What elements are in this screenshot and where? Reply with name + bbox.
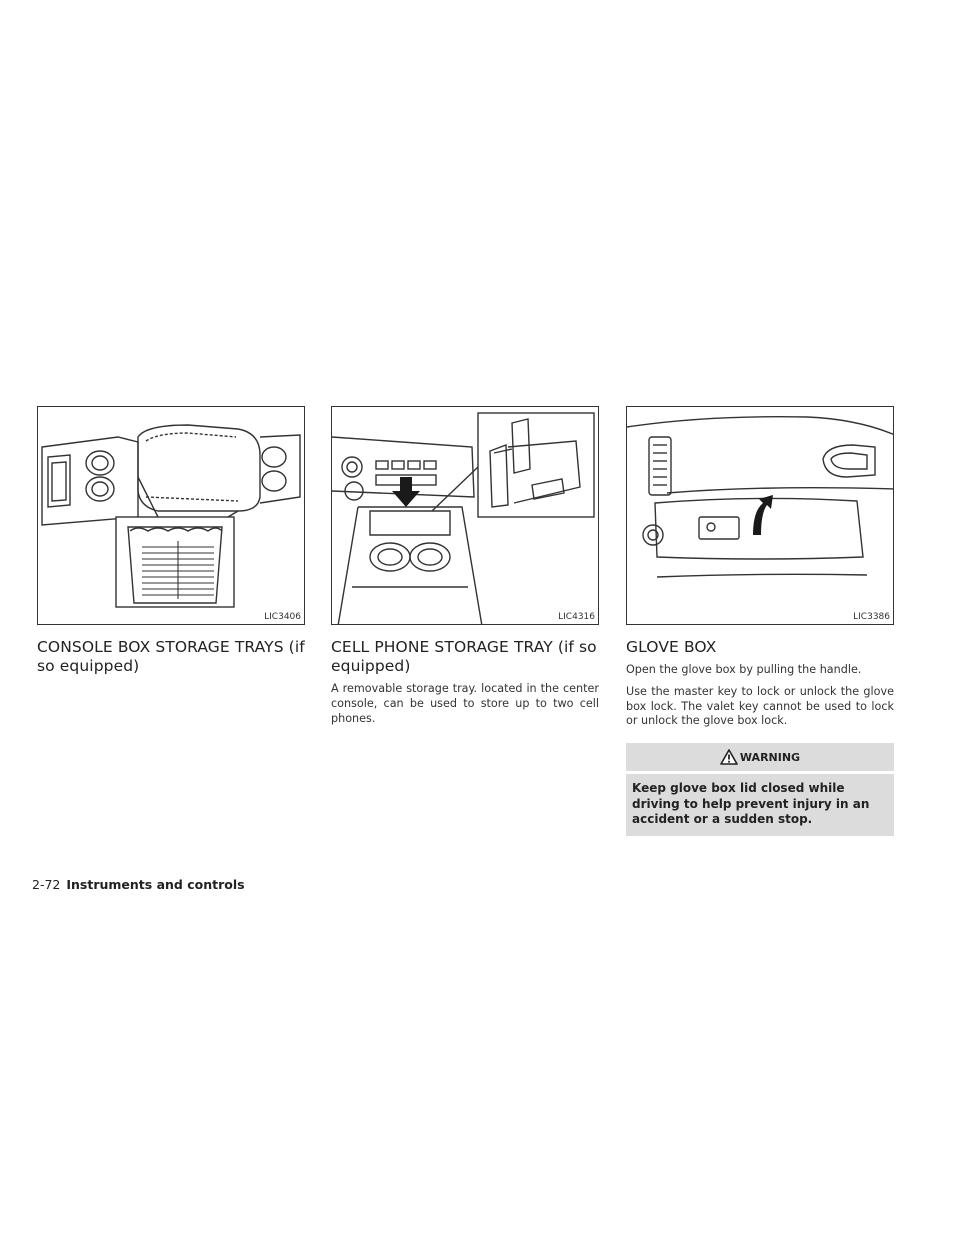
section-paragraph: Use the master key to lock or unlock the glove box lock. The valet key cannot be used to lock or unlock the glove box lock.	[626, 684, 894, 728]
page-number: 2-72	[32, 877, 61, 892]
section-paragraph: A removable storage tray. located in the center console, can be used to store up to two cell phones.	[331, 682, 599, 725]
section-title: CONSOLE BOX STORAGE TRAYS (if so equipped)	[37, 638, 305, 675]
warning-icon	[720, 749, 738, 765]
figure-console-box	[37, 406, 305, 625]
figure-glove-box	[626, 406, 894, 625]
figure-code: LIC4316	[558, 612, 595, 622]
section-console-box	[37, 406, 305, 682]
warning-header	[626, 743, 894, 771]
warning-text: Keep glove box lid closed while driving to help prevent injury in an accident or a sudden stop.	[626, 774, 894, 836]
section-glove-box	[626, 406, 894, 836]
section-cell-phone-tray	[331, 406, 599, 733]
page-footer	[32, 877, 245, 892]
warning-box	[626, 743, 894, 836]
section-title: GLOVE BOX	[626, 638, 717, 656]
warning-label: WARNING	[739, 750, 801, 764]
figure-code: LIC3406	[264, 612, 301, 622]
footer-section-name: Instruments and controls	[66, 877, 245, 892]
figure-cell-phone-tray	[331, 406, 599, 625]
console-box-illustration	[38, 407, 305, 625]
section-title: CELL PHONE STORAGE TRAY (if so equipped)	[331, 638, 597, 675]
section-paragraph: Open the glove box by pulling the handle.	[626, 663, 862, 676]
figure-code: LIC3386	[853, 612, 890, 622]
glove-box-illustration	[627, 407, 894, 625]
cell-phone-tray-illustration	[332, 407, 599, 625]
